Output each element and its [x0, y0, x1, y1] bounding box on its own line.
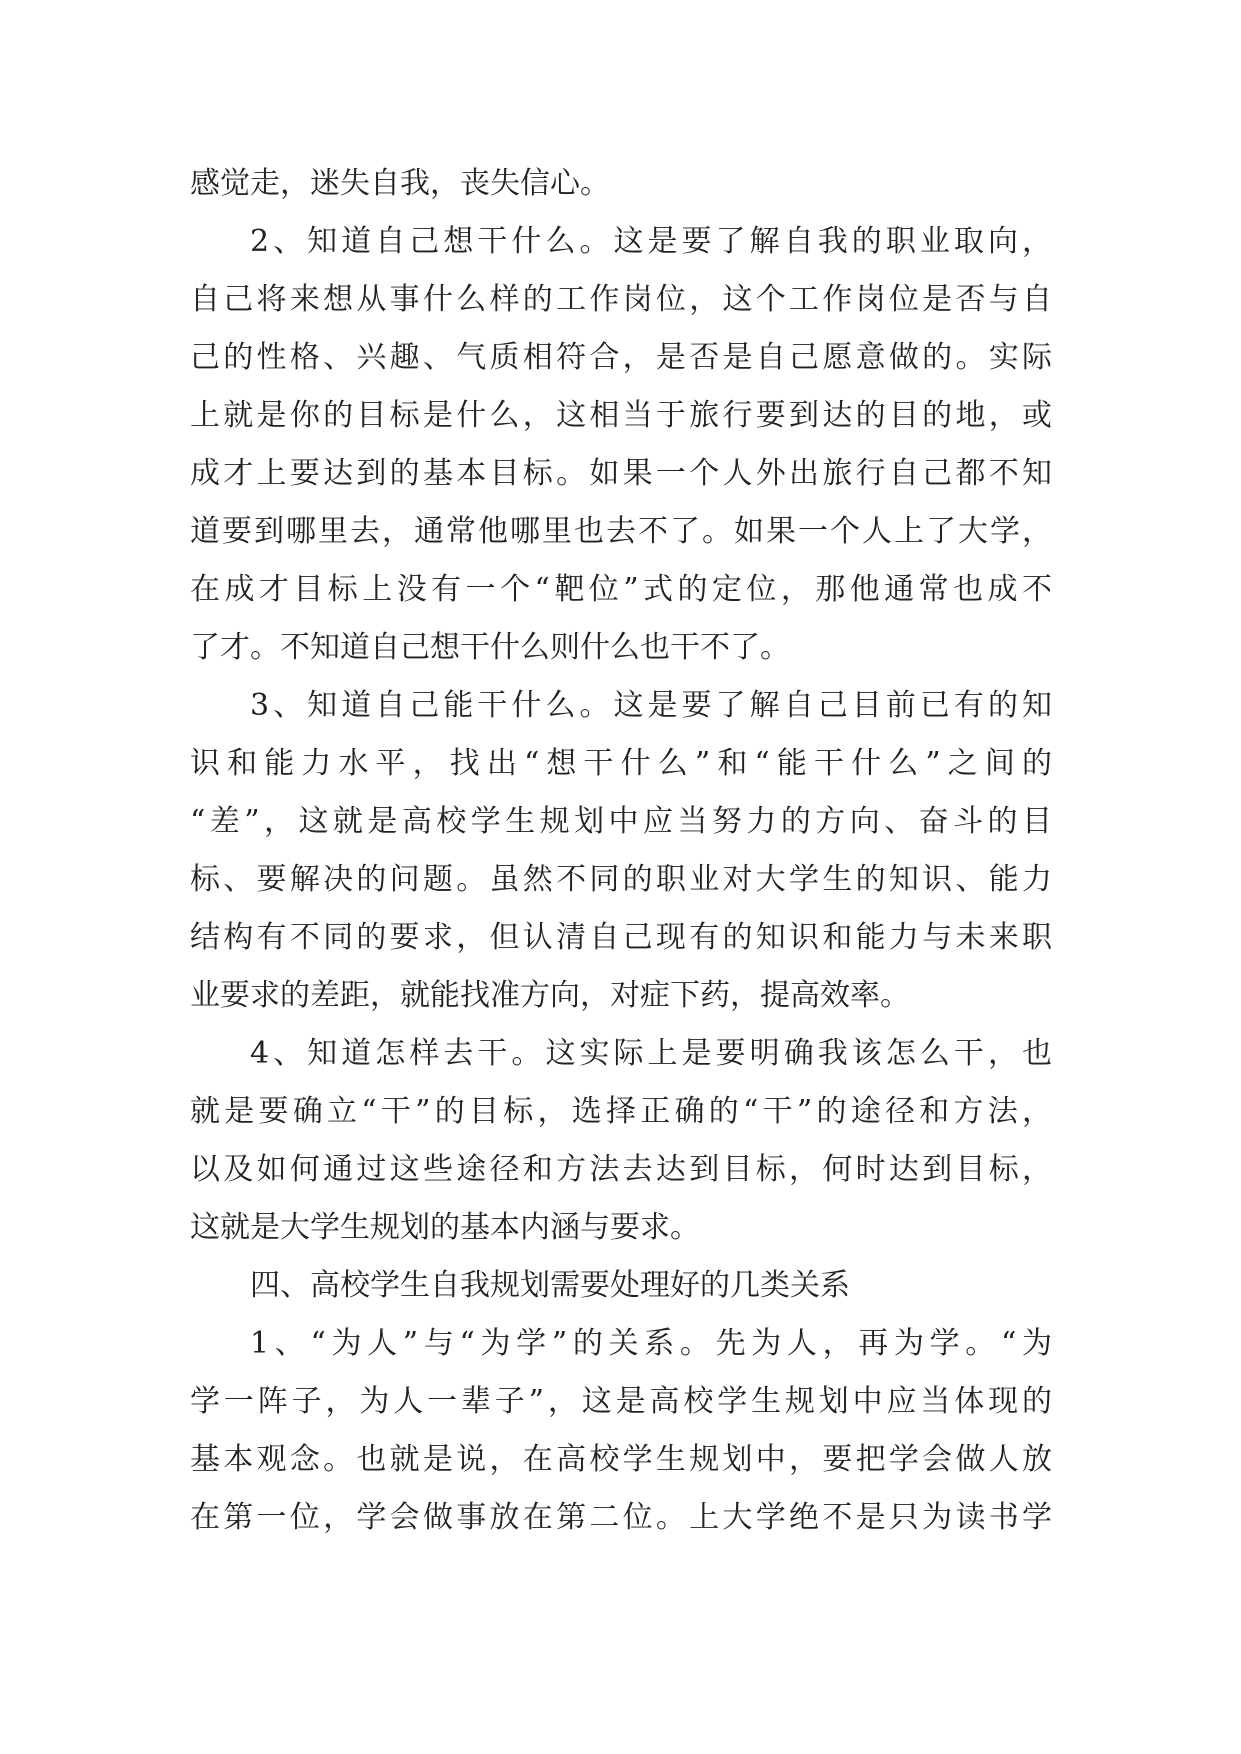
text-line: 识和能力水平，找出“想干什么”和“能干什么”之间的 [190, 746, 1052, 781]
text-line: 标、要解决的问题。虽然不同的职业对大学生的知识、能力 [190, 862, 1052, 897]
text-line: 己的性格、兴趣、气质相符合，是否是自己愿意做的。实际 [190, 340, 1052, 375]
text-line: 上就是你的目标是什么，这相当于旅行要到达的目的地，或 [190, 398, 1052, 433]
text-line: 就是要确立“干”的目标，选择正确的“干”的途径和方法， [190, 1094, 1052, 1129]
text-line: 基本观念。也就是说，在高校学生规划中，要把学会做人放 [190, 1442, 1052, 1477]
paragraph-first-line: 1、“为人”与“为学”的关系。先为人，再为学。“为 [250, 1326, 1052, 1361]
text-line: 结构有不同的要求，但认清自己现有的知识和能力与未来职 [190, 920, 1052, 955]
text-line: “差”，这就是高校学生规划中应当努力的方向、奋斗的目 [190, 804, 1052, 839]
text-line: 自己将来想从事什么样的工作岗位，这个工作岗位是否与自 [190, 282, 1052, 317]
paragraph-first-line: 4、知道怎样去干。这实际上是要明确我该怎么干，也 [250, 1036, 1052, 1071]
text-line: 在第一位，学会做事放在第二位。上大学绝不是只为读书学 [190, 1500, 1052, 1535]
paragraph-first-line: 3、知道自己能干什么。这是要了解自己目前已有的知 [250, 688, 1052, 723]
text-line: 业要求的差距，就能找准方向，对症下药，提高效率。 [190, 978, 910, 1013]
text-line: 道要到哪里去，通常他哪里也去不了。如果一个人上了大学， [190, 514, 1052, 549]
body-text [190, 155, 1052, 1547]
paragraph-first-line: 2、知道自己想干什么。这是要了解自我的职业取向， [250, 224, 1052, 259]
text-line: 这就是大学生规划的基本内涵与要求。 [190, 1210, 700, 1245]
text-line: 感觉走，迷失自我，丧失信心。 [190, 166, 610, 201]
text-line: 了才。不知道自己想干什么则什么也干不了。 [190, 630, 790, 665]
section-heading: 四、高校学生自我规划需要处理好的几类关系 [250, 1268, 850, 1303]
text-line: 以及如何通过这些途径和方法去达到目标，何时达到目标， [190, 1152, 1052, 1187]
text-line: 成才上要达到的基本目标。如果一个人外出旅行自己都不知 [190, 456, 1052, 491]
text-line: 学一阵子，为人一辈子”，这是高校学生规划中应当体现的 [190, 1384, 1052, 1419]
text-line: 在成才目标上没有一个“靶位”式的定位，那他通常也成不 [190, 572, 1052, 607]
